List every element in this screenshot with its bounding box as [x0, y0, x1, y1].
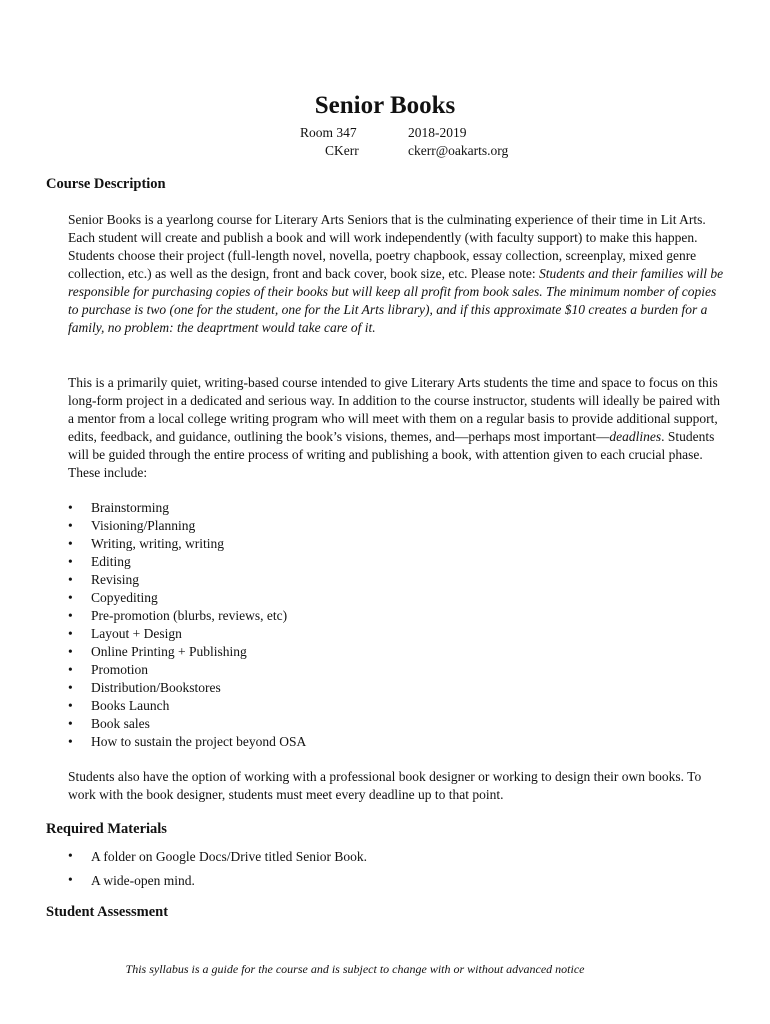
phase-item-text: Revising: [91, 572, 140, 587]
paragraph-2-italic-deadlines: deadlines: [609, 429, 662, 444]
bullet-icon: •: [68, 590, 73, 605]
course-description-heading: Course Description: [46, 176, 166, 192]
material-item-text: A folder on Google Docs/Drive titled Senior Book.: [91, 849, 367, 864]
required-materials-heading: Required Materials: [46, 821, 167, 837]
teacher-name: CKerr: [325, 143, 359, 158]
bullet-icon: •: [68, 626, 73, 641]
bullet-icon: •: [68, 554, 73, 569]
paragraph-2-text-b: . Students will be guided through the entire process of writing and publishing a book, with attention given to each crucial phase. These include:: [68, 429, 715, 480]
bullet-icon: •: [68, 536, 73, 551]
phase-item-text: Editing: [91, 554, 131, 569]
student-assessment-heading: Student Assessment: [46, 904, 169, 920]
bullet-icon: •: [68, 680, 73, 695]
phase-item: [68, 535, 306, 553]
bullet-icon: •: [68, 608, 73, 623]
phase-item-text: Books Launch: [91, 698, 170, 713]
phase-item: [68, 733, 306, 751]
teacher-email: ckerr@oakarts.org: [408, 143, 509, 158]
phase-item-text: Pre-promotion (blurbs, reviews, etc): [91, 608, 288, 623]
phase-item: [68, 517, 306, 535]
phase-item: [68, 589, 306, 607]
phase-item: [68, 715, 306, 733]
phase-item-text: Layout + Design: [91, 626, 182, 641]
bullet-icon: •: [68, 662, 73, 677]
paragraph-1-text: Senior Books is a yearlong course for Literary Arts Seniors that is the culminating experience of their time in Lit Arts. Each student will create and publish a book and will work independently (with faculty support) to make this happen. Students choose their project (full-length novel, novella, poetry chapbook, essay collection, screenplay, mixed genre collection, etc.) as well as the design, front and back cover, book size, etc. Please note:: [68, 212, 706, 281]
phase-item-text: Copyediting: [91, 590, 158, 605]
course-description-paragraph-2: [68, 374, 728, 482]
phase-item-text: Brainstorming: [91, 500, 169, 515]
bullet-icon: •: [68, 734, 73, 749]
material-item-text: A wide-open mind.: [91, 873, 195, 888]
phase-item: [68, 697, 306, 715]
phases-list: [68, 499, 306, 751]
phase-item: [68, 499, 306, 517]
school-year: 2018-2019: [408, 125, 467, 140]
bullet-icon: •: [68, 572, 73, 587]
phase-item: [68, 643, 306, 661]
phase-item: [68, 625, 306, 643]
course-description-paragraph-1: [68, 211, 728, 337]
paragraph-1-italic-note: Students and their families will be responsible for purchasing copies of their books but will keep all profit from book sales. The minimum nomber of copies to purchase is two (one for the student, one for the Lit Arts library), and if this approximate $10 creates a burden for a family, no problem: the deaprtment would take care of it.: [68, 266, 724, 335]
material-item: [68, 845, 367, 869]
course-description-paragraph-3: Students also have the option of working with a professional book designer or working to design their own books. To work with the book designer, students must meet every deadline up to that point.: [68, 769, 702, 802]
paragraph-2-text-a: This is a primarily quiet, writing-based course intended to give Literary Arts students the time and space to focus on this long-form project in a dedicated and serious way. In addition to the course instructor, students will ideally be paired with a mentor from a local college writing program who will meet with them on a regular basis to provide additional support, edits, feedback, and guidance, outlining the book’s visions, themes, and—perhaps most important—: [68, 375, 721, 444]
phase-item: [68, 607, 306, 625]
bullet-icon: •: [68, 500, 73, 515]
phase-item-text: How to sustain the project beyond OSA: [91, 734, 307, 749]
phase-item: [68, 553, 306, 571]
phase-item-text: Book sales: [91, 716, 150, 731]
bullet-icon: •: [68, 698, 73, 713]
required-materials-list: [68, 845, 367, 893]
bullet-icon: •: [68, 872, 73, 887]
phase-item: [68, 661, 306, 679]
footer-note: This syllabus is a guide for the course and is subject to change with or without advanced notice: [125, 962, 585, 976]
phase-item-text: Distribution/Bookstores: [91, 680, 221, 695]
room-number: Room 347: [300, 125, 357, 140]
phase-item-text: Writing, writing, writing: [91, 536, 224, 551]
bullet-icon: •: [68, 644, 73, 659]
phase-item: [68, 679, 306, 697]
material-item: [68, 869, 367, 893]
bullet-icon: •: [68, 848, 73, 863]
bullet-icon: •: [68, 518, 73, 533]
bullet-icon: •: [68, 716, 73, 731]
phase-item-text: Online Printing + Publishing: [91, 644, 247, 659]
phase-item-text: Visioning/Planning: [91, 518, 196, 533]
phase-item-text: Promotion: [91, 662, 149, 677]
phase-item: [68, 571, 306, 589]
document-title: Senior Books: [314, 92, 456, 119]
